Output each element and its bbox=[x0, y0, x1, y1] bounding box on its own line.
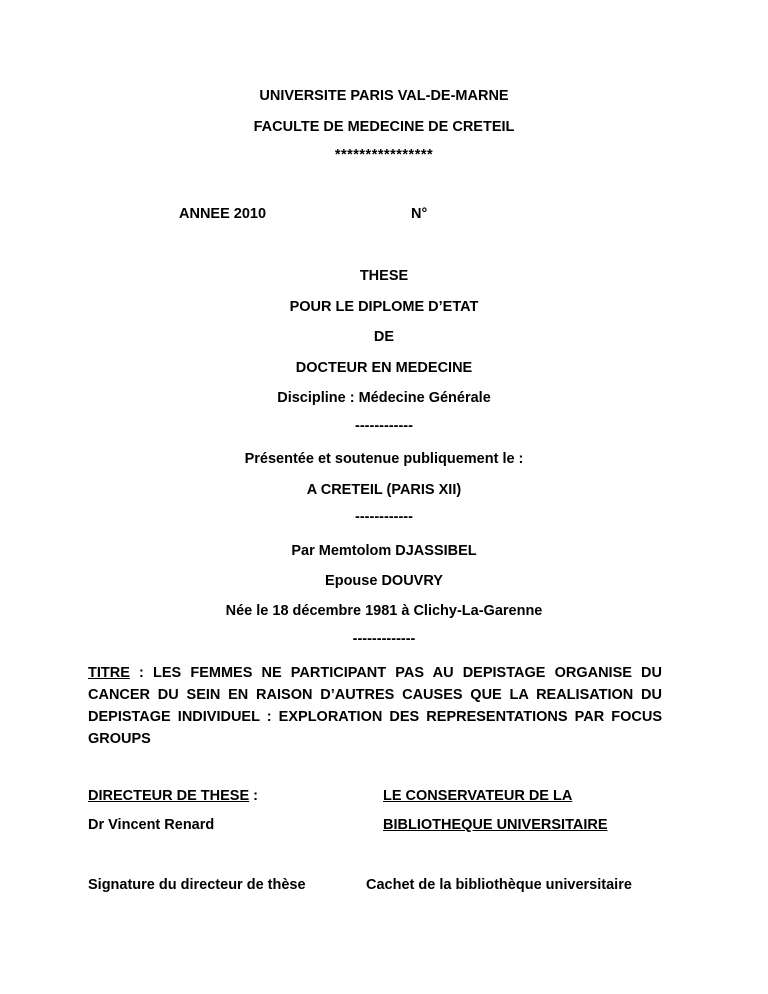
library-stamp: Cachet de la bibliothèque universitaire bbox=[366, 877, 632, 893]
de-line: DE bbox=[373, 329, 395, 345]
thesis-title bbox=[88, 662, 662, 750]
degree-line: DOCTEUR EN MEDECINE bbox=[295, 360, 473, 376]
director-heading bbox=[88, 787, 258, 805]
author-birth: Née le 18 décembre 1981 à Clichy-La-Garenne bbox=[225, 603, 543, 619]
title-label: TITRE bbox=[88, 665, 130, 681]
faculty-name: FACULTE DE MEDECINE DE CRETEIL bbox=[253, 119, 515, 135]
director-signature: Signature du directeur de thèse bbox=[88, 877, 306, 893]
number-label: N° bbox=[411, 206, 428, 222]
diploma-line: POUR LE DIPLOME D’ETAT bbox=[289, 299, 479, 315]
author-name: Par Memtolom DJASSIBEL bbox=[291, 543, 477, 559]
dash-separator: ------------- bbox=[352, 631, 416, 647]
director-colon: : bbox=[249, 788, 258, 804]
university-name: UNIVERSITE PARIS VAL-DE-MARNE bbox=[259, 88, 509, 104]
dash-separator: ------------ bbox=[355, 418, 413, 434]
year-label: ANNEE 2010 bbox=[179, 206, 267, 222]
director-label: DIRECTEUR DE THESE bbox=[88, 788, 250, 804]
dash-separator: ------------ bbox=[355, 509, 413, 525]
library-heading: LE CONSERVATEUR DE LA bbox=[383, 788, 573, 804]
author-spouse: Epouse DOUVRY bbox=[325, 573, 443, 589]
director-name: Dr Vincent Renard bbox=[88, 817, 215, 833]
thesis-type: THESE bbox=[359, 268, 409, 284]
stars-separator: **************** bbox=[334, 147, 434, 163]
title-text: : LES FEMMES NE PARTICIPANT PAS AU DEPISTAGE ORGANISE DU CANCER DU SEIN EN RAISON D’AUTRES CAUSES QUE LA REALISATION DU DEPISTAGE INDIVIDUEL : EXPLORATION DES REPRESENTATIONS PAR FOCUS GROUPS bbox=[88, 665, 662, 747]
discipline-line: Discipline : Médecine Générale bbox=[277, 390, 491, 406]
library-name: BIBLIOTHEQUE UNIVERSITAIRE bbox=[383, 817, 608, 833]
place-line: A CRETEIL (PARIS XII) bbox=[306, 482, 462, 498]
presented-line: Présentée et soutenue publiquement le : bbox=[244, 451, 524, 467]
